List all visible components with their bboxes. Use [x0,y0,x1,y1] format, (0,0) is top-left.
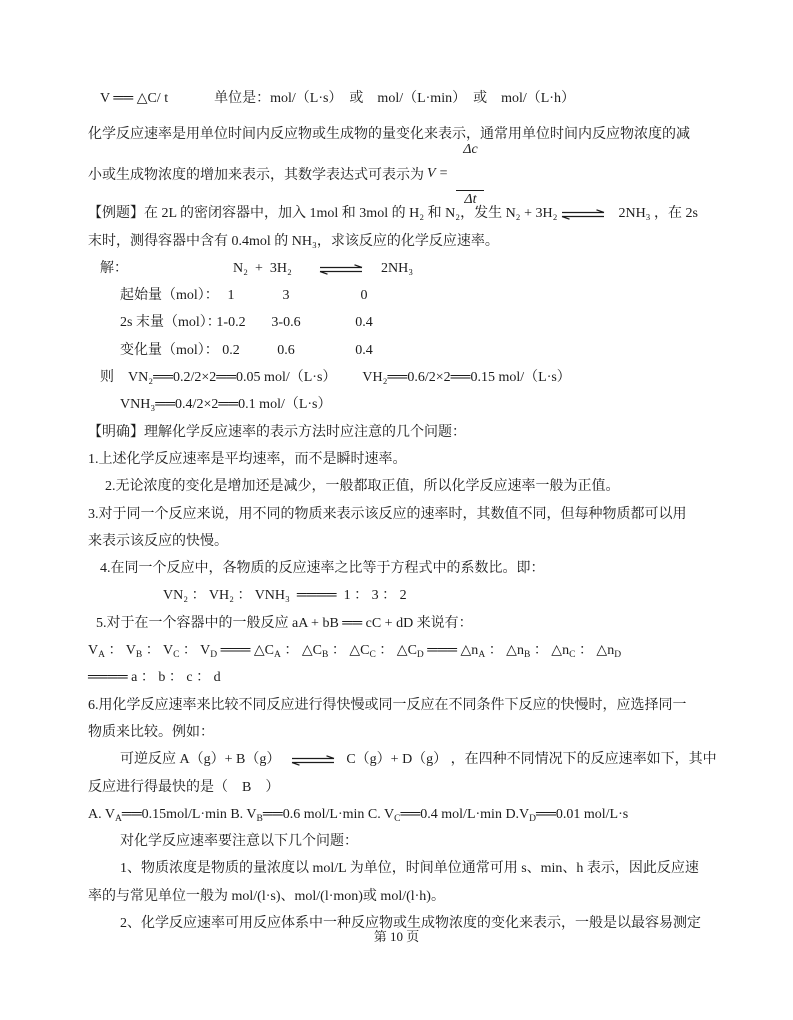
table-cell: 3-0.6 [271,315,301,331]
ratio-equation: VN₂ ： VH₂ ： VNH₃ ════ 1 ： 3 ： 2 [163,588,407,604]
table-cell: 0.6 [277,342,295,358]
equation-lhs: N₂ + 3H₂ [233,260,292,276]
table-cell: 3 [282,288,290,304]
equation-rhs: 2NH₃ [381,260,414,276]
rate-formula-line [100,84,708,114]
table-row [88,282,708,309]
math-variable: V [427,166,436,182]
example-line [120,746,717,773]
page-number: 第 10 页 [373,929,420,944]
note-item: 物质来比较。例如： [88,724,214,740]
table-cell: 0.4 [355,342,373,358]
row-label: 起始量（mol）： [120,288,219,304]
document-content [88,84,717,937]
equilibrium-arrow-icon [318,264,364,275]
summary-intro: 对化学反应速率要注意以下几个问题： [120,834,358,850]
table-cell: 0.4 [355,315,373,331]
table-cell: 0.2 [222,342,240,358]
rate-units: 单位是：mol/（L·s） 或 mol/（L·min） 或 mol/（L·h） [214,91,575,106]
formula-line [88,141,708,207]
result-text: VH₂══0.6/2×2══0.15 mol/（L·s） [362,370,571,386]
note-item: 3.对于同一个反应来说，用不同的物质来表示该反应的速率时，其数值不同，但每种物质都可以用 [88,506,687,522]
example-line: 末时，测得容器中含有 0.4mol 的 NH₃，求该反应的化学反应速率。 [88,233,499,249]
note-item: 5.对于在一个容器中的一般反应 aA + bB ══ cC + dD 来说有： [96,615,473,631]
equals-sign: = [439,166,448,182]
equilibrium-arrow-icon [290,755,336,766]
solution-label: 解： [100,260,128,276]
note-item: 2.无论浓度的变化是增加还是减少，一般都取正值，所以化学反应速率一般为正值。 [105,479,620,495]
body-text-line: 化学反应速率是用单位时间内反应物或生成物的量变化来表示，通常用单位时间内反应物浓度的减 [88,127,690,142]
example-text: 【例题】在 2L 的密闭容器中，加入 1mol 和 3mol 的 H₂ 和 N₂，发生 N₂ + 3H₂ [88,206,558,222]
ratio-equation: $V_A$ ： $V_B$ ： $V_C$ ： $V_D$ ═══ $\triangle C_A$ ： $\triangle C_B$ ： $\triangle C_C$ ： $\triangle C_D$ ═══ $\triangle n_A$ ： $\triangle n_B$ ： $\triangle n_C$ ： $\triangle n_D$ [88,643,622,661]
row-label: 2s 末量（mol）： [120,315,221,331]
note-item: 4.在同一个反应中，各物质的反应速率之比等于方程式中的系数比。即： [100,561,545,577]
rate-formula: V ══ △C/ t [100,91,169,106]
body-text: 小或生成物浓度的增加来表示，其数学表达式可表示为 [88,168,424,184]
note-item: 6.用化学反应速率来比较不同反应进行得快慢或同一反应在不同条件下反应的快慢时，应选择同一 [88,697,687,713]
table-row [88,337,708,364]
equilibrium-arrow-icon [560,209,606,220]
summary-point: 2、化学反应速率可用反应体系中一种反应物或生成物浓度的变化来表示，一般是以最容易测定 [120,916,701,932]
result-text: 则 VN₂══0.2/2×2══0.05 mol/（L·s） [100,370,337,386]
fraction-denominator: Δt [456,190,484,208]
options-line: A. $V_A══0.15mol/L\cdot\min$ B. $V_B══0.6$ mol/L·min C. $V_C══0.4$ mol/L·min $D.V_D══0.01$ mol/L·s [88,806,629,824]
summary-point: 1、物质浓度是物质的量浓度以 mol/L 为单位，时间单位通常可用 s、min、h 表示，因此反应速 [120,861,699,877]
table-cell: 0 [360,288,368,304]
note-item: 1.上述化学反应速率是平均速率，而不是瞬时速率。 [88,451,407,467]
summary-point: 率的与常见单位一般为 mol/(l·s)、mol/(l·mon)或 mol/(l·h)。 [88,888,445,904]
ratio-equation: ════ a ： b ： c ： d [88,670,221,686]
example-text: 可逆反应 A（g）+ B（g） [120,752,281,768]
fraction-numerator: Δc [463,141,478,157]
example-text: 2NH₃ ，在 2s [618,206,699,222]
table-row [88,309,708,336]
note-item: 来表示该反应的快慢。 [88,533,228,549]
result-line [100,364,708,391]
result-line: VNH₃══0.4/2×2══0.1 mol/（L·s） [120,397,332,413]
notes-header: 【明确】理解化学反应速率的表示方法时应注意的几个问题： [88,424,466,440]
example-line [88,200,708,227]
example-line: 反应进行得最快的是（ B ） [88,779,280,795]
table-cell: 1-0.2 [216,315,246,331]
example-text: C（g）+ D（g） ，在四种不同情况下的反应速率如下，其中 [346,752,717,768]
row-label: 变化量（mol）： [120,342,219,358]
solution-equation-row [88,255,708,282]
table-cell: 1 [227,288,235,304]
